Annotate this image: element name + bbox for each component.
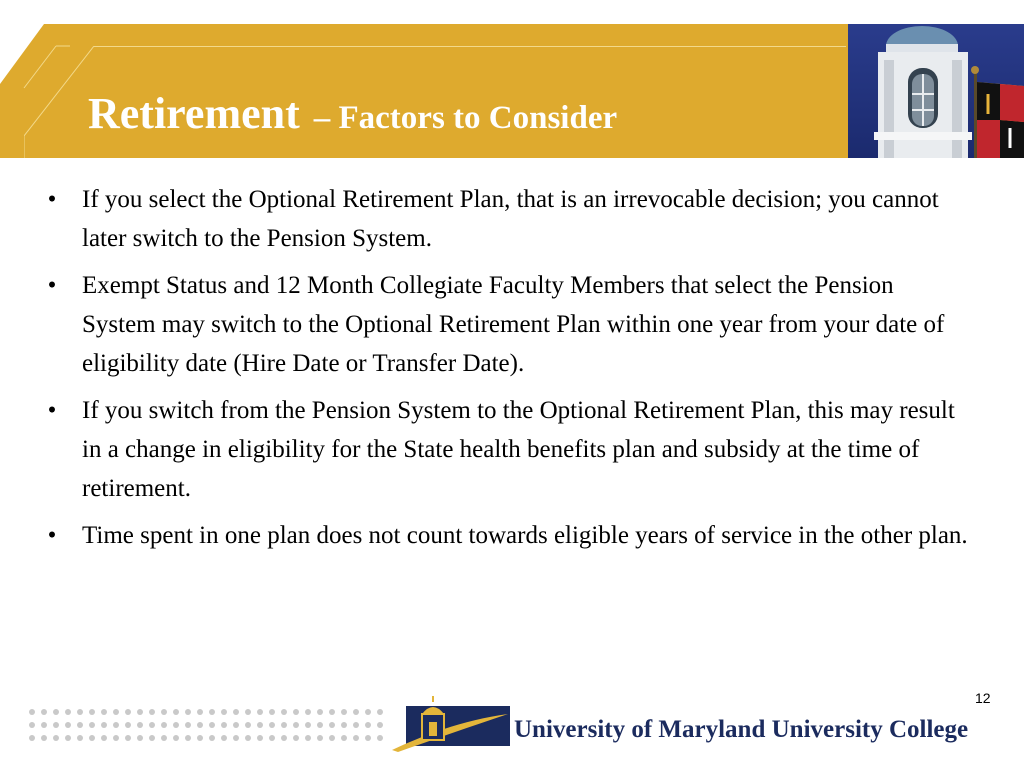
dot	[89, 709, 95, 715]
dot	[293, 709, 299, 715]
umuc-logo-icon	[392, 696, 510, 752]
dot	[209, 709, 215, 715]
dot	[125, 722, 131, 728]
dot	[305, 722, 311, 728]
dot	[341, 735, 347, 741]
dot	[233, 722, 239, 728]
bullet-item	[42, 391, 972, 508]
dot-pattern	[28, 708, 388, 744]
dot	[305, 735, 311, 741]
bullet-item	[42, 516, 972, 555]
dot	[269, 709, 275, 715]
dot	[77, 722, 83, 728]
dot	[197, 709, 203, 715]
dot	[65, 735, 71, 741]
dot	[317, 722, 323, 728]
dot	[269, 722, 275, 728]
dot	[185, 709, 191, 715]
dot	[257, 735, 263, 741]
dot	[341, 709, 347, 715]
dot	[113, 722, 119, 728]
dot	[197, 722, 203, 728]
dot	[245, 735, 251, 741]
dot	[341, 722, 347, 728]
dot	[137, 709, 143, 715]
bullet-text: Time spent in one plan does not count towards eligible years of service in the other plan.	[82, 522, 968, 549]
dot	[101, 722, 107, 728]
dot	[281, 735, 287, 741]
dot	[149, 709, 155, 715]
dot	[233, 709, 239, 715]
dot	[377, 722, 383, 728]
dot	[89, 722, 95, 728]
bullet-list	[42, 180, 972, 563]
dot	[41, 735, 47, 741]
dot	[65, 709, 71, 715]
dot	[233, 735, 239, 741]
dot	[29, 709, 35, 715]
dot	[245, 722, 251, 728]
dot	[149, 735, 155, 741]
dot	[209, 722, 215, 728]
dot	[173, 722, 179, 728]
dot	[89, 735, 95, 741]
dot	[113, 709, 119, 715]
dot	[41, 722, 47, 728]
banner-frame-line	[24, 46, 96, 158]
cupola-photo	[848, 24, 1024, 158]
dot	[329, 709, 335, 715]
bullet-text: If you select the Optional Retirement Plan, that is an irrevocable decision; you cannot later switch to the Pension System.	[82, 186, 939, 252]
dot	[377, 709, 383, 715]
dot	[221, 709, 227, 715]
dot	[77, 709, 83, 715]
dot	[53, 735, 59, 741]
dot	[329, 722, 335, 728]
dot	[197, 735, 203, 741]
dot	[101, 709, 107, 715]
dot	[221, 735, 227, 741]
dot	[53, 709, 59, 715]
dot	[101, 735, 107, 741]
bullet-marker: •	[47, 272, 57, 299]
dot	[353, 709, 359, 715]
dot	[257, 709, 263, 715]
bullet-item	[42, 180, 972, 258]
dot	[113, 735, 119, 741]
dot	[281, 722, 287, 728]
dot	[245, 709, 251, 715]
dot	[317, 709, 323, 715]
dot	[77, 735, 83, 741]
bullet-marker: •	[47, 522, 57, 549]
bullet-marker: •	[47, 397, 57, 424]
dot	[161, 722, 167, 728]
dot	[257, 722, 263, 728]
dot	[137, 735, 143, 741]
dot	[329, 735, 335, 741]
slide-title-sub: – Factors to Consider	[313, 100, 618, 136]
dot	[149, 722, 155, 728]
dot	[65, 722, 71, 728]
dot	[29, 735, 35, 741]
dot	[137, 722, 143, 728]
dot	[377, 735, 383, 741]
dot	[185, 735, 191, 741]
banner-accent-line	[94, 46, 846, 47]
dot	[365, 722, 371, 728]
bullet-marker: •	[47, 186, 57, 213]
slide-title	[88, 88, 617, 139]
dot	[353, 722, 359, 728]
dot	[209, 735, 215, 741]
dot	[161, 735, 167, 741]
bullet-text: Exempt Status and 12 Month Collegiate Faculty Members that select the Pension System may switch to the Optional Retirement Plan within one year from your date of eligibility date (Hire Date or Transfer Date).	[82, 272, 945, 377]
dot	[53, 722, 59, 728]
page-number: 12	[975, 690, 991, 706]
dot	[293, 735, 299, 741]
dot	[41, 709, 47, 715]
dot	[281, 709, 287, 715]
bullet-text: If you switch from the Pension System to the Optional Retirement Plan, this may result in a change in eligibility for the State health benefits plan and subsidy at the time of retirement.	[82, 397, 955, 502]
dot	[305, 709, 311, 715]
dot	[221, 722, 227, 728]
dot	[317, 735, 323, 741]
dot	[173, 735, 179, 741]
university-name: University of Maryland University College	[514, 716, 969, 743]
dot	[365, 735, 371, 741]
dot	[293, 722, 299, 728]
bullet-item	[42, 266, 972, 383]
dot	[365, 709, 371, 715]
dot	[125, 735, 131, 741]
dot	[173, 709, 179, 715]
dot	[353, 735, 359, 741]
slide-title-main: Retirement	[88, 89, 300, 138]
dot	[125, 709, 131, 715]
dot	[269, 735, 275, 741]
dot	[161, 709, 167, 715]
dot	[29, 722, 35, 728]
dot	[185, 722, 191, 728]
